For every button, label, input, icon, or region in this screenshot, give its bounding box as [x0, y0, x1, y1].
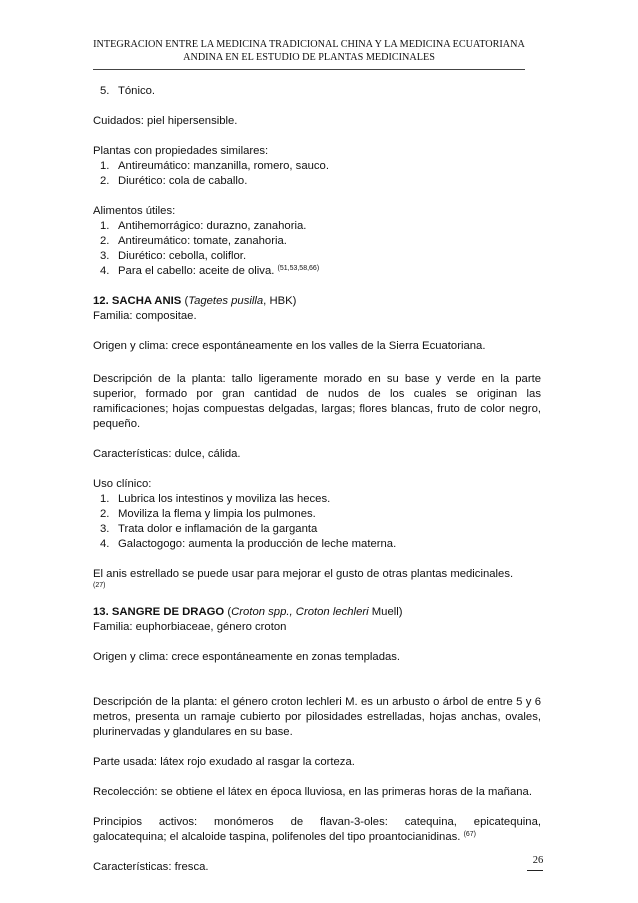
sci-author: Muell) — [368, 606, 403, 618]
list-number: 1. — [100, 493, 110, 505]
list-item — [93, 249, 541, 264]
list-text: Antihemorrágico: durazno, zanahoria. — [118, 220, 307, 232]
section-title: 13. SANGRE DE DRAGO — [93, 606, 225, 618]
list-text: Antireumático: manzanilla, romero, sauco. — [118, 160, 329, 172]
header-line-1: INTEGRACION ENTRE LA MEDICINA TRADICIONAL CHINA Y LA MEDICINA ECUATORIANA — [93, 39, 525, 50]
header-rule — [93, 69, 525, 70]
caracteristicas-text: Características: fresca. — [93, 861, 209, 873]
principios-line-1: Principios activos: monómeros de flavan-3-oles: catequina, epicatequina, — [93, 816, 541, 828]
descripcion-text: Descripción de la planta: el género croton lechleri M. es un arbusto o árbol de entre 5 y 6 metros, presenta un ramaje cubierto por pilosidades estrelladas, hojas anchas, ovales, plurinervadas y glandulares en su base. — [93, 696, 541, 738]
list-number: 2. — [100, 175, 110, 187]
uso-title: Uso clínico: — [93, 478, 152, 490]
page-number: 26 — [532, 855, 544, 866]
list-number: 4. — [100, 265, 110, 277]
principios-line-2 — [93, 830, 541, 845]
page-header — [93, 38, 525, 64]
list-item — [93, 507, 541, 522]
recoleccion-text: Recolección: se obtiene el látex en época lluviosa, en las primeras horas de la mañana. — [93, 786, 532, 798]
list-text: Diurético: cola de caballo. — [118, 175, 248, 187]
list-text: Para el cabello: aceite de oliva. — [118, 265, 275, 277]
list-number: 2. — [100, 508, 110, 520]
citation-ref: (51,53,58,66) — [277, 265, 320, 272]
list-item — [93, 174, 541, 189]
list-number: 3. — [100, 523, 110, 535]
caracteristicas-text: Características: dulce, cálida. — [93, 448, 241, 460]
familia-text: Familia: euphorbiaceae, género croton — [93, 621, 287, 633]
list-number: 5. — [100, 85, 110, 97]
list-number: 1. — [100, 220, 110, 232]
cuidados-text: Cuidados: piel hipersensible. — [93, 115, 238, 127]
list-number: 4. — [100, 538, 110, 550]
list-item — [93, 537, 541, 552]
list-text: Tónico. — [118, 85, 156, 97]
list-text: Diurético: cebolla, coliflor. — [118, 250, 247, 262]
sci-author: , HBK) — [263, 295, 297, 307]
list-item — [93, 492, 541, 507]
origen-text: Origen y clima: crece espontáneamente en zonas templadas. — [93, 651, 401, 663]
principios-text: galocatequina; el alcaloide taspina, polifenoles del tipo proantocianidinas. — [93, 831, 461, 843]
parte-usada-text: Parte usada: látex rojo exudado al rasgar la corteza. — [93, 756, 355, 768]
familia-text: Familia: compositae. — [93, 310, 197, 322]
sci-open: ( — [184, 295, 189, 307]
citation-ref: (67) — [463, 831, 477, 838]
list-text: Trata dolor e inflamación de la garganta — [118, 523, 318, 535]
origen-text: Origen y clima: crece espontáneamente en los valles de la Sierra Ecuatoriana. — [93, 340, 486, 352]
list-item — [93, 159, 541, 174]
list-item — [93, 264, 541, 279]
list-number: 2. — [100, 235, 110, 247]
list-text: Lubrica los intestinos y moviliza las heces. — [118, 493, 331, 505]
scientific-name: Croton spp., Croton lechleri — [231, 606, 369, 618]
list-text: Antireumático: tomate, zanahoria. — [118, 235, 287, 247]
list-item — [93, 234, 541, 249]
scientific-name: Tagetes pusilla — [188, 295, 264, 307]
section-heading — [93, 605, 541, 620]
anis-text: El anis estrellado se puede usar para mejorar el gusto de otras plantas medicinales. — [93, 568, 514, 580]
list-number: 1. — [100, 160, 110, 172]
section-title: 12. SACHA ANIS — [93, 295, 182, 307]
list-text: Galactogogo: aumenta la producción de leche materna. — [118, 538, 397, 550]
section-heading — [93, 294, 541, 309]
similares-title: Plantas con propiedades similares: — [93, 145, 269, 157]
descripcion-text: Descripción de la planta: tallo ligeramente morado en su base y verde en la parte superior, formado por gran cantidad de nudos de los cuales se originan las ramificaciones; hojas compuestas delgadas, largas; flores blancas, fruto de color negro, pequeño. — [93, 373, 541, 430]
alimentos-title: Alimentos útiles: — [93, 205, 176, 217]
list-item — [93, 522, 541, 537]
list-text: Moviliza la flema y limpia los pulmones. — [118, 508, 316, 520]
page-body — [93, 84, 541, 875]
sci-open: ( — [227, 606, 232, 618]
list-number: 3. — [100, 250, 110, 262]
page-number-rule — [527, 870, 543, 871]
citation-ref: (27) — [93, 582, 106, 589]
header-line-2: ANDINA EN EL ESTUDIO DE PLANTAS MEDICINALES — [183, 52, 435, 63]
list-item — [93, 219, 541, 234]
list-item — [93, 84, 541, 99]
